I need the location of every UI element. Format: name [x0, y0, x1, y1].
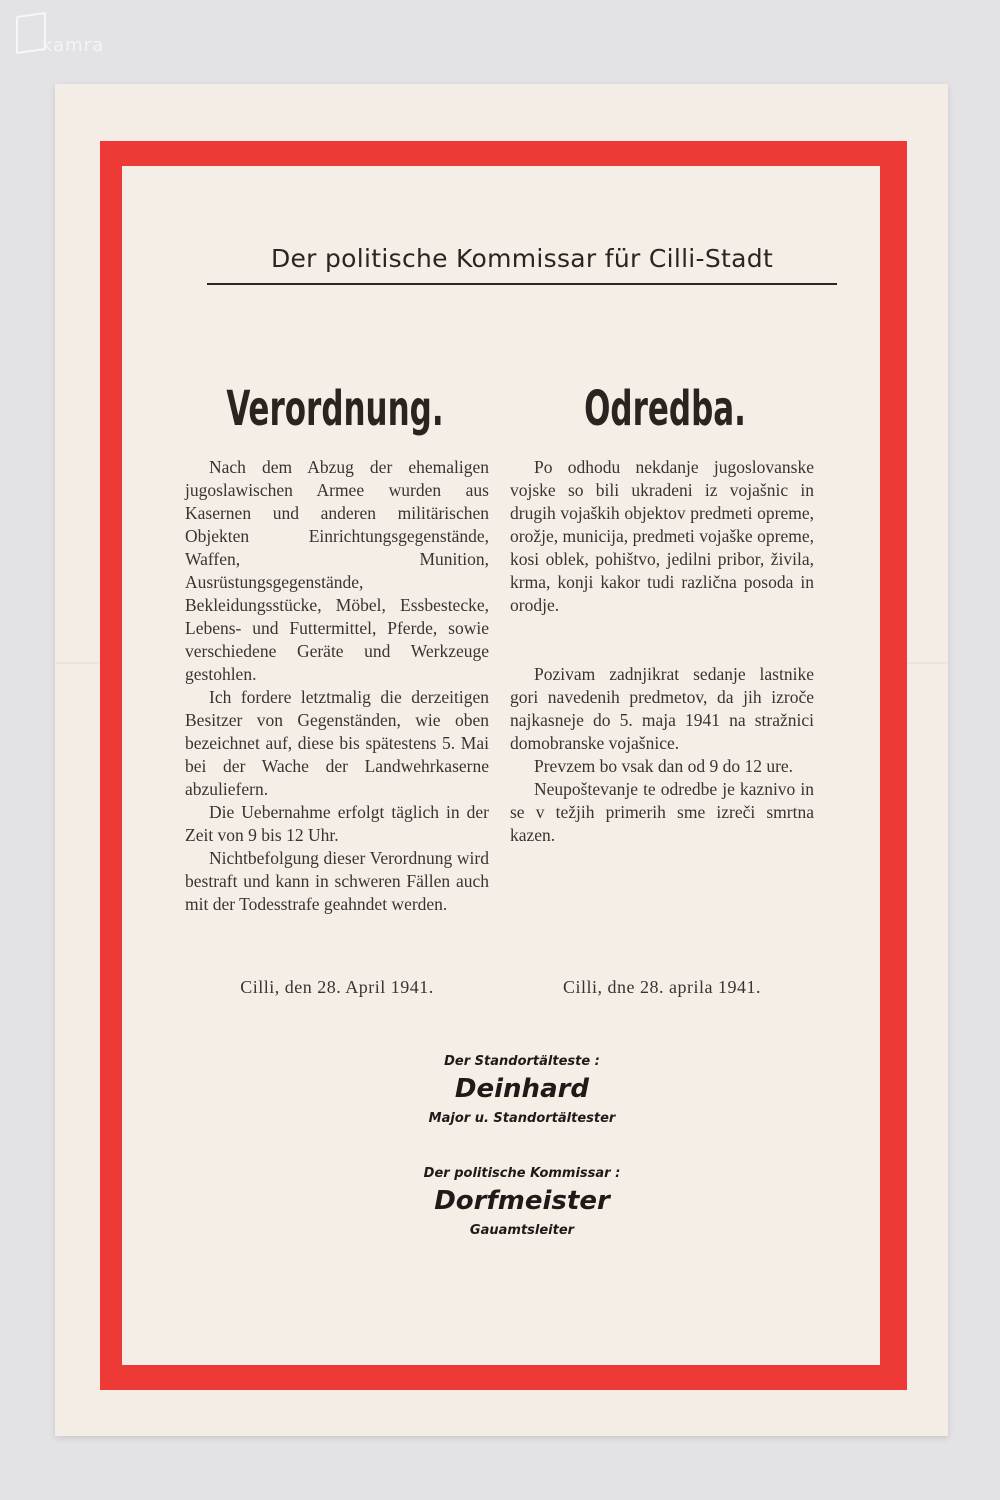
slovene-paragraph-3: Prevzem bo vsak dan od 9 do 12 ure. [534, 756, 794, 776]
signature-1-role: Der Standortälteste : [444, 1054, 600, 1069]
slovene-paragraph-2: Pozivam zadnjikrat sedanje lastnike gori navedenih predmetov, da jih izroče najkasneje do 5. maja 1941 na stražnici domobranske vojašnice. [510, 664, 814, 753]
watermark-text: kamra [42, 35, 105, 56]
poster-content-area [122, 166, 880, 1365]
german-paragraph-1: Nach dem Abzug der ehemaligen jugoslawischen Armee wurden aus Kasernen und anderen militärischen Objekten Einrichtungsgegenstände, Waffen, Munition, Ausrüstungsgegenstände, Bekleidungsstücke, Möbel, Essbestecke, Lebens- und Futtermittel, Pferde, sowie verschiedene Geräte und Werkzeuge gestohlen. [185, 457, 489, 684]
slovene-paragraph-1: Po odhodu nekdanje jugoslovanske vojske so bili ukradeni iz vojašnic in drugih vojaških objektov predmeti opreme, orožje, municija, predmeti vojaške opreme, kosi oblek, pohištvo, jedilni pribor, živila, krma, konji kakor tudi različna posoda in orodje. [510, 457, 814, 615]
poster-header-title: Der politische Kommissar für Cilli-Stadt [270, 244, 774, 273]
signature-2-name: Dorfmeister [434, 1186, 610, 1216]
slovene-paragraph-4: Neupoštevanje te odredbe je kaznivo in se v težjih primerih sme izreči smrtna kazen. [510, 779, 814, 845]
german-column [185, 456, 489, 916]
slovene-date: Cilli, dne 28. aprila 1941. [563, 977, 761, 997]
signature-1-title: Major u. Standortältester [428, 1111, 616, 1126]
german-date: Cilli, den 28. April 1941. [240, 977, 434, 997]
kamra-watermark [12, 10, 122, 55]
slovene-column [510, 456, 814, 847]
slovene-title: Odredba. [584, 380, 746, 437]
german-title: Verordnung. [226, 380, 444, 437]
german-paragraph-4: Nichtbefolgung dieser Verordnung wird bestraft und kann in schweren Fällen auch mit der Todesstrafe geahndet werden. [185, 848, 489, 914]
signature-2-title: Gauamtsleiter [469, 1223, 575, 1238]
signature-1-name: Deinhard [454, 1074, 590, 1104]
german-paragraph-3: Die Uebernahme erfolgt täglich in der Zeit von 9 bis 12 Uhr. [185, 802, 489, 845]
header-underline [207, 283, 837, 285]
german-paragraph-2: Ich fordere letztmalig die derzeitigen Besitzer von Gegenständen, wie oben bezeichnet auf, diese bis spätestens 5. Mai bei der Wache der Landwehrkaserne abzuliefern. [185, 687, 489, 799]
red-border-frame [100, 141, 907, 1390]
signature-2-role: Der politische Kommissar : [423, 1166, 621, 1181]
poster-sheet [55, 84, 948, 1436]
